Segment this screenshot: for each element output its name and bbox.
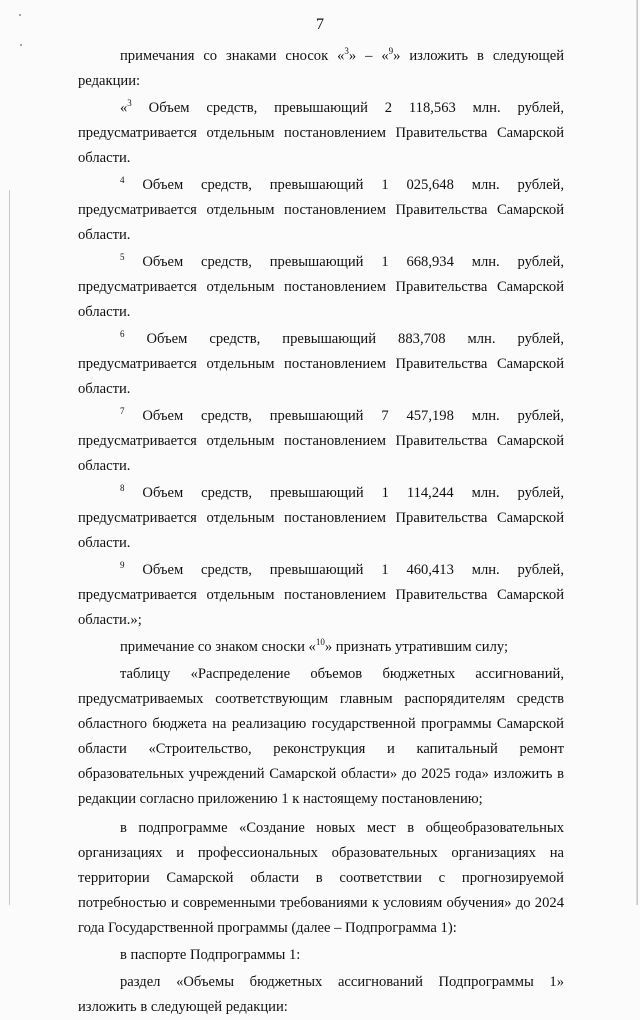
document-body: [78, 44, 564, 1020]
footnote-9: $^9$ Объем средств, превышающий 1 460,413 млн. рублей, предусматривается отдельным постановлением Правительства Самарской области.»;: [78, 560, 565, 628]
scan-speck: [20, 44, 22, 46]
scan-edge-right: [636, 0, 638, 905]
page-number: 7: [316, 16, 324, 33]
footnote-7: $^7$ Объем средств, превышающий 7 457,198 млн. рублей, предусматривается отдельным постановлением Правительства Самарской области.: [78, 406, 565, 474]
footnote-6: $^6$ Объем средств, превышающий 883,708 млн. рублей, предусматривается отдельным постановлением Правительства Самарской области.: [78, 329, 564, 397]
note-10-paragraph: примечание со знаком сноски «$^{10}$» признать утратившим силу;: [120, 637, 509, 655]
table-paragraph: таблицу «Распределение объемов бюджетных ассигнований, предусматриваемых соответствующим главным распорядителям средств областного бюджета на реализацию государственной программы Самарской области «Строительство, реконструкция и капитальный ремонт образовательных учреждений Самарской области» до 2025 года» изложить в редакции согласно приложению 1 к настоящему постановлению;: [78, 666, 564, 807]
passport-paragraph: в паспорте Подпрограммы 1:: [120, 947, 301, 963]
footnote-3: «$^3$ Объем средств, превышающий 2 118,563 млн. рублей, предусматривается отдельным постановлением Правительства Самарской области.: [78, 98, 564, 166]
section-paragraph: раздел «Объемы бюджетных ассигнований Подпрограммы 1» изложить в следующей редакции:: [78, 974, 564, 1015]
footnote-5: $^5$ Объем средств, превышающий 1 668,934 млн. рублей, предусматривается отдельным постановлением Правительства Самарской области.: [78, 252, 565, 320]
footnote-8: $^8$ Объем средств, превышающий 1 114,244 млн. рублей, предусматривается отдельным постановлением Правительства Самарской области.: [78, 483, 564, 551]
footnote-4: $^4$ Объем средств, превышающий 1 025,648 млн. рублей, предусматривается отдельным постановлением Правительства Самарской области.: [78, 175, 565, 243]
scan-edge-left: [9, 190, 10, 905]
subprogram-paragraph: в подпрограмме «Создание новых мест в общеобразовательных организациях и профессиональных образовательных организациях на территории Самарской области в соответствии с прогнозируемой потребностью и современными требованиями к условиям обучения» до 2024 года Государственной программы (далее – Подпрограмма 1):: [78, 820, 564, 936]
intro-paragraph: примечания со знаками сносок «$^3$» – «$^9$» изложить в следующей редакции:: [78, 46, 565, 89]
